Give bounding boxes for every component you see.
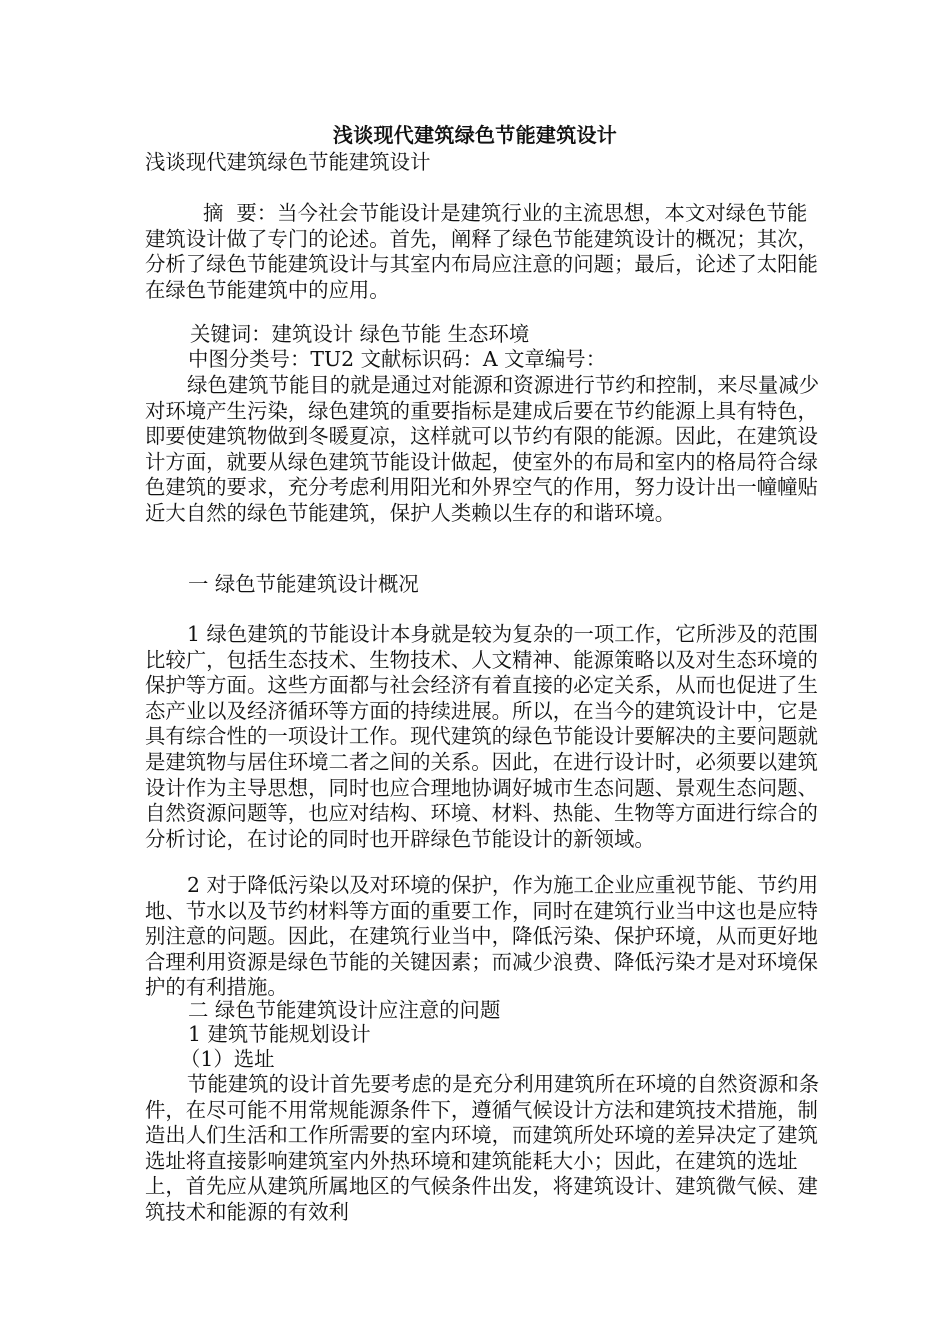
subsection-heading-1a: （1）选址 — [180, 1047, 275, 1071]
body-paragraph-3: 节能建筑的设计首先要考虑的是充分利用建筑所在环境的自然资源和条件，在尽可能不用常规能源条件下，遵循气候设计方法和建筑技术措施，制造出人们生活和工作所需要的室内环境，而建筑所处环境的差异决定了建筑选址将直接影响建筑室内外热环境和建筑能耗大小；因此，在建筑的选址上，首先应从建筑所属地区的气候条件出发，将建筑设计、建筑微气候、建筑技术和能源的有效利 — [145, 1072, 820, 1224]
document-subtitle: 浅谈现代建筑绿色节能建筑设计 — [145, 150, 431, 174]
classification-line: 中图分类号：TU2 文献标识码：A 文章编号： — [188, 347, 607, 371]
body-paragraph-2: 2 对于降低污染以及对环境的保护，作为施工企业应重视节能、节约用地、节水以及节约材料等方面的重要工作，同时在建筑行业当中这也是应特别注意的问题。因此，在建筑行业当中，降低污染、保护环境，从而更好地合理利用资源是绿色节能的关键因素；而减少浪费、降低污染才是对环境保护的有利措施。 — [145, 873, 819, 1000]
subsection-heading-1: 1 建筑节能规划设计 — [188, 1022, 371, 1046]
keywords-line: 关键词：建筑设计 绿色节能 生态环境 — [190, 322, 530, 346]
intro-paragraph: 绿色建筑节能目的就是通过对能源和资源进行节约和控制，来尽量减少对环境产生污染，绿色建筑的重要指标是建成后要在节约能源上具有特色，即要使建筑物做到冬暖夏凉，这样就可以节约有限的能源。因此，在建筑设计方面，就要从绿色建筑节能设计做起，使室外的布局和室内的格局符合绿色建筑的要求，充分考虑利用阳光和外界空气的作用，努力设计出一幢幢贴近大自然的绿色节能建筑，保护人类赖以生存的和谐环境。 — [145, 373, 820, 525]
abstract-paragraph: 摘 要：当今社会节能设计是建筑行业的主流思想，本文对绿色节能建筑设计做了专门的论述。首先，阐释了绿色节能建筑设计的概况；其次，分析了绿色节能建筑设计与其室内布局应注意的问题；最后，论述了太阳能在绿色节能建筑中的应用。 — [145, 201, 818, 302]
body-paragraph-1: 1 绿色建筑的节能设计本身就是较为复杂的一项工作，它所涉及的范围比较广，包括生态技术、生物技术、人文精神、能源策略以及对生态环境的保护等方面。这些方面都与社会经济有着直接的必定关系，从而也促进了生态产业以及经济循环等方面的持续进展。所以，在当今的建筑设计中，它是具有综合性的一项设计工作。现代建筑的绿色节能设计要解决的主要问题就是建筑物与居住环境二者之间的关系。因此，在进行设计时，必须要以建筑设计作为主导思想，同时也应合理地协调好城市生态问题、景观生态问题、自然资源问题等，也应对结构、环境、材料、热能、生物等方面进行综合的分析讨论，在讨论的同时也开辟绿色节能设计的新领域。 — [145, 622, 819, 851]
document-title: 浅谈现代建筑绿色节能建筑设计 — [332, 123, 618, 147]
section-heading-1: 一 绿色节能建筑设计概况 — [188, 572, 419, 596]
section-heading-2: 二 绿色节能建筑设计应注意的问题 — [188, 998, 501, 1022]
